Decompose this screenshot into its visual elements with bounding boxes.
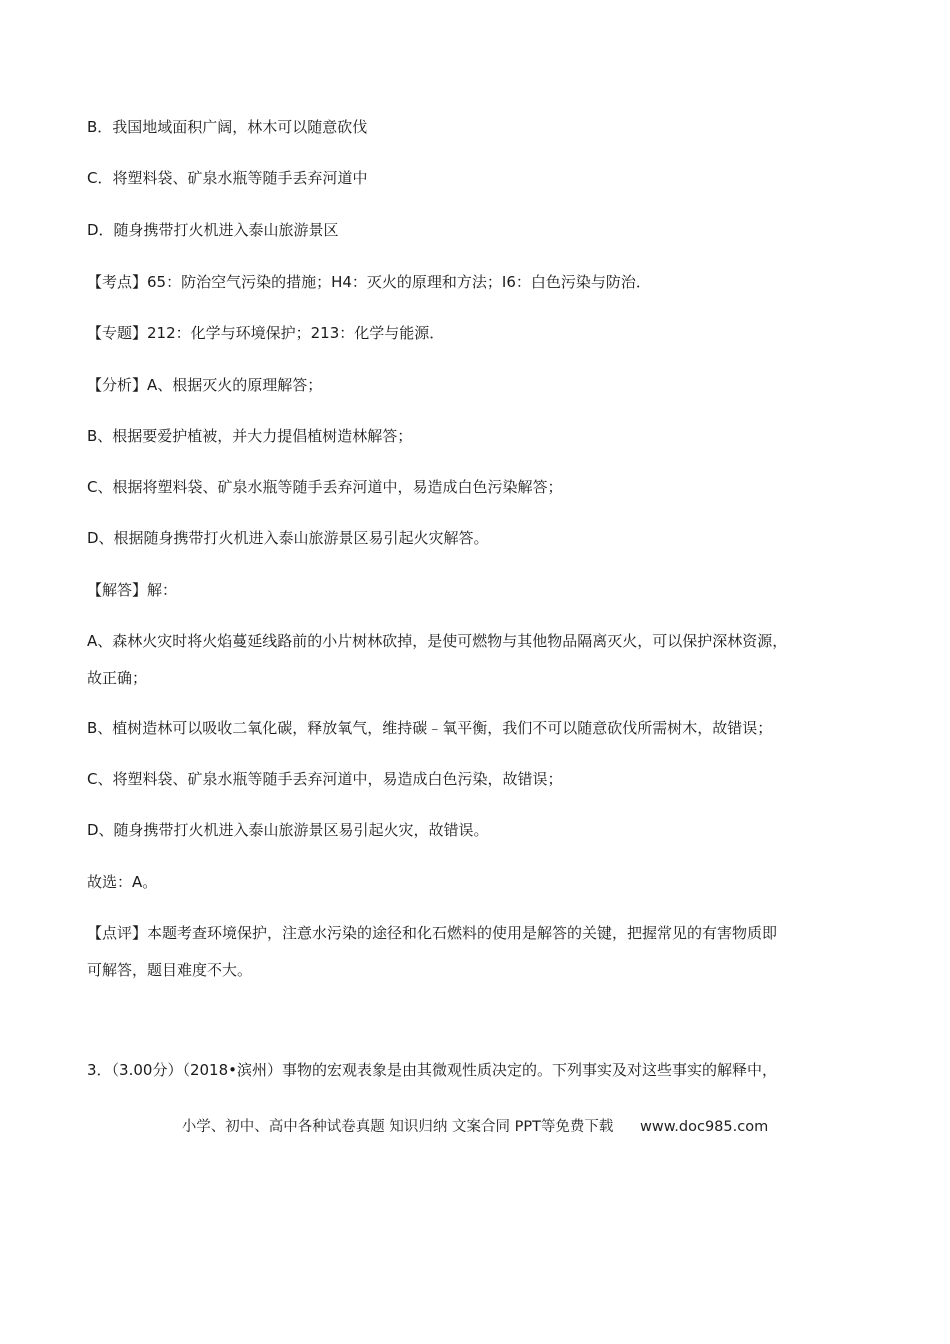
answer-b: B、植树造林可以吸收二氧化碳，释放氧气，维持碳﹣氧平衡，我们不可以随意砍伐所需树木，故错误； xyxy=(87,719,773,737)
footer-site-link[interactable]: www.doc985.com xyxy=(640,1119,769,1135)
answer-d: D、随身携带打火机进入泰山旅游景区易引起火灾，故错误。 xyxy=(87,821,489,839)
page-footer xyxy=(0,1115,950,1136)
jieda-line: 【解答】解： xyxy=(87,581,178,599)
option-c: C．将塑料袋、矿泉水瓶等随手丢弃河道中 xyxy=(87,169,368,187)
option-d: D．随身携带打火机进入泰山旅游景区 xyxy=(87,221,339,239)
footer-text: 小学、初中、高中各种试卷真题 知识归纳 文案合同 PPT等免费下载 xyxy=(181,1119,614,1135)
question-3: 3．（3.00分）（2018•滨州）事物的宏观表象是由其微观性质决定的。下列事实及对这些事实的解释中， xyxy=(87,1061,777,1079)
analysis-c: C、根据将塑料袋、矿泉水瓶等随手丢弃河道中，易造成白色污染解答； xyxy=(87,478,563,496)
answer-a: A、森林火灾时将火焰蔓延线路前的小片树林砍掉，是使可燃物与其他物品隔离灭火，可以保护深林资源， xyxy=(87,632,788,650)
analysis-b: B、根据要爱护植被，并大力提倡植树造林解答； xyxy=(87,427,413,445)
analysis-d: D、根据随身携带打火机进入泰山旅游景区易引起火灾解答。 xyxy=(87,529,489,547)
answer-a-cont: 故正确； xyxy=(87,669,148,687)
kaodian-line: 【考点】65：防治空气污染的措施；H4：灭火的原理和方法；I6：白色污染与防治． xyxy=(87,273,651,291)
dianping-cont: 可解答，题目难度不大。 xyxy=(87,961,253,979)
option-b: B．我国地域面积广阔，林木可以随意砍伐 xyxy=(87,118,368,136)
answer-c: C、将塑料袋、矿泉水瓶等随手丢弃河道中，易造成白色污染，故错误； xyxy=(87,770,563,788)
dianping-line: 【点评】本题考查环境保护，注意水污染的途径和化石燃料的使用是解答的关键，把握常见的有害物质即 xyxy=(87,924,778,942)
fenxi-line: 【分析】A、根据灭火的原理解答； xyxy=(87,376,323,394)
zhuanti-line: 【专题】212：化学与环境保护；213：化学与能源． xyxy=(87,324,445,342)
gu-xuan-line: 故选：A。 xyxy=(87,873,158,891)
